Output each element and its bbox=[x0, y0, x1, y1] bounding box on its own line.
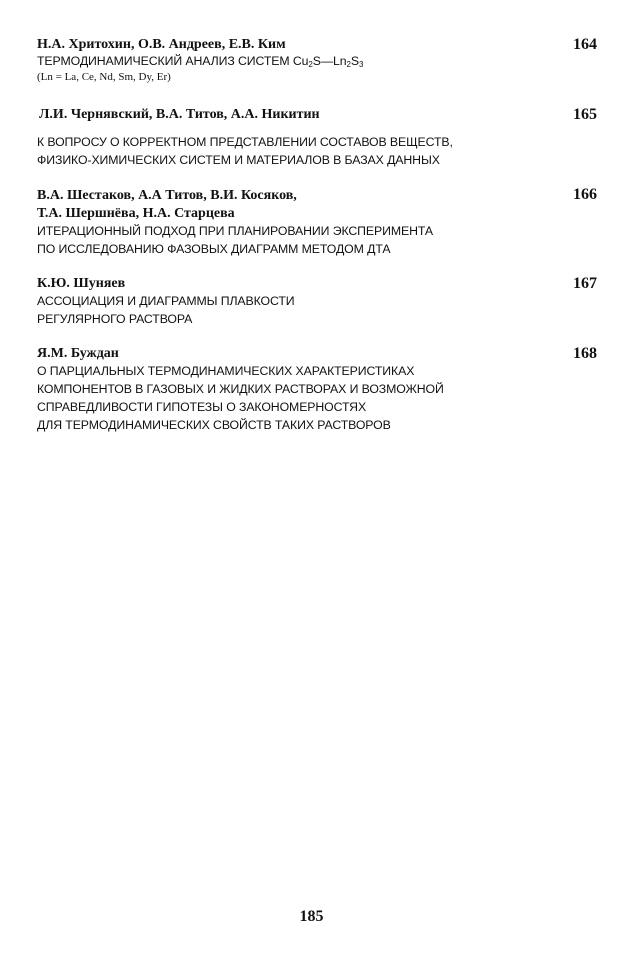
entry-title-line: КОМПОНЕНТОВ В ГАЗОВЫХ И ЖИДКИХ РАСТВОРАХ И ВОЗМОЖНОЙ bbox=[37, 382, 444, 396]
toc-entry bbox=[37, 186, 597, 258]
entry-title-line: К ВОПРОСУ О КОРРЕКТНОМ ПРЕДСТАВЛЕНИИ СОСТАВОВ ВЕЩЕСТВ, bbox=[37, 135, 453, 149]
entry-authors: Л.И. Чернявский, В.А. Титов, А.А. Никитин bbox=[39, 107, 320, 122]
toc-entry bbox=[37, 106, 597, 169]
entry-title-line: АССОЦИАЦИЯ И ДИАГРАММЫ ПЛАВКОСТИ bbox=[37, 294, 295, 308]
entry-page-number: 165 bbox=[573, 106, 597, 123]
toc-entry bbox=[37, 36, 597, 84]
title-text: S—Ln bbox=[312, 54, 347, 68]
entry-title-line: ДЛЯ ТЕРМОДИНАМИЧЕСКИХ СВОЙСТВ ТАКИХ РАСТВОРОВ bbox=[37, 418, 391, 432]
entry-authors: Т.А. Шершнёва, Н.А. Старцева bbox=[37, 206, 235, 221]
toc-entry bbox=[37, 275, 597, 328]
entry-authors: Я.М. Буждан bbox=[37, 346, 119, 361]
subscript: 2 bbox=[308, 60, 313, 69]
title-text: ТЕРМОДИНАМИЧЕСКИЙ АНАЛИЗ СИСТЕМ Cu bbox=[37, 54, 309, 68]
entry-authors: Н.А. Хритохин, О.В. Андреев, Е.В. Ким bbox=[37, 37, 286, 52]
entry-title-line: СПРАВЕДЛИВОСТИ ГИПОТЕЗЫ О ЗАКОНОМЕРНОСТЯХ bbox=[37, 400, 367, 414]
subscript: 2 bbox=[346, 60, 351, 69]
entry-title bbox=[37, 53, 597, 70]
entry-page-number: 167 bbox=[573, 275, 597, 292]
entry-note: (Ln = La, Ce, Nd, Sm, Dy, Er) bbox=[37, 71, 171, 83]
toc-entry bbox=[37, 345, 597, 434]
entry-page-number: 164 bbox=[573, 36, 597, 53]
entry-page-number: 168 bbox=[573, 345, 597, 362]
entry-title-line: ФИЗИКО-ХИМИЧЕСКИХ СИСТЕМ И МАТЕРИАЛОВ В БАЗАХ ДАННЫХ bbox=[37, 153, 440, 167]
title-text: S bbox=[350, 54, 359, 68]
entry-page-number: 166 bbox=[573, 186, 597, 203]
entry-authors: В.А. Шестаков, А.А Титов, В.И. Косяков, bbox=[37, 188, 297, 203]
entry-title-line: О ПАРЦИАЛЬНЫХ ТЕРМОДИНАМИЧЕСКИХ ХАРАКТЕРИСТИКАХ bbox=[37, 364, 415, 378]
page-footer-number: 185 bbox=[299, 908, 324, 925]
entry-title-line: ИТЕРАЦИОННЫЙ ПОДХОД ПРИ ПЛАНИРОВАНИИ ЭКСПЕРИМЕНТА bbox=[37, 224, 433, 238]
entry-authors: К.Ю. Шуняев bbox=[37, 276, 126, 291]
subscript: 3 bbox=[358, 60, 364, 69]
entry-title-line: ПО ИССЛЕДОВАНИЮ ФАЗОВЫХ ДИАГРАММ МЕТОДОМ ДТА bbox=[37, 242, 391, 256]
entry-title-line: РЕГУЛЯРНОГО РАСТВОРА bbox=[37, 312, 193, 326]
